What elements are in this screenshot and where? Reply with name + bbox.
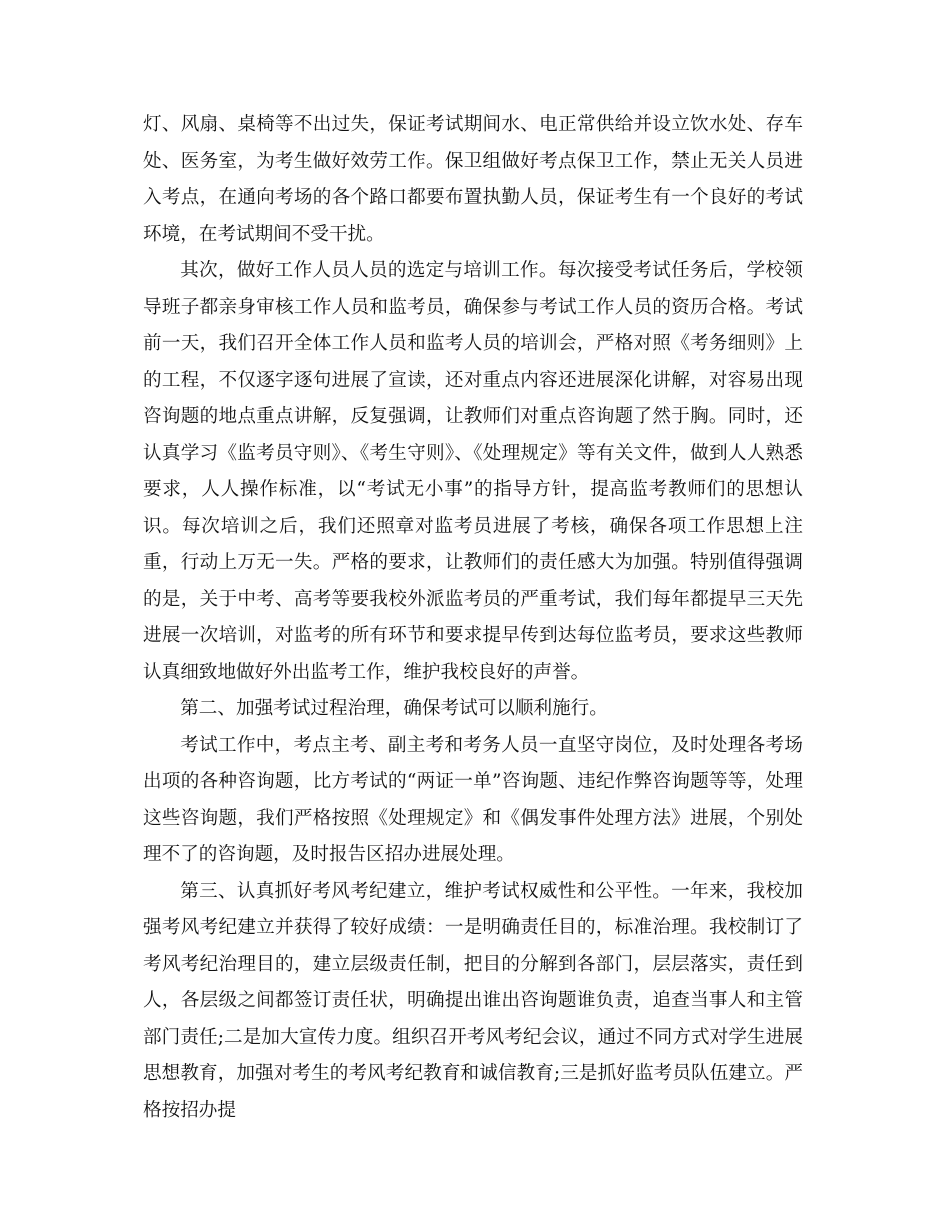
paragraph-exam-process: 考试工作中，考点主考、副主考和考务人员一直坚守岗位，及时处理各考场出项的各种咨询题，比方考试的“两证一单”咨询题、违纪作弊咨询题等等，处理这些咨询题，我们严格按照《处理规定》和《偶发事件处理方法》进展，个别处理不了的咨询题，及时报告区招办进展处理。 xyxy=(143,734,803,865)
paragraph-continuation: 灯、风扇、桌椅等不出过失，保证考试期间水、电正常供给并设立饮水处、存车处、医务室，为考生做好效劳工作。保卫组做好考点保卫工作，禁止无关人员进入考点，在通向考场的各个路口都要布置执勤人员，保证考生有一个良好的考试环境，在考试期间不受干扰。 xyxy=(143,114,803,245)
document-body xyxy=(143,107,803,1129)
paragraph-staff-training: 其次，做好工作人员人员的选定与培训工作。每次接受考试任务后，学校领导班子都亲身审核工作人员和监考员，确保参与考试工作人员的资历合格。考试前一天，我们召开全体工作人员和监考人员的培训会，严格对照《考务细则》上的工程，不仅逐字逐句进展了宣读，还对重点内容还进展深化讲解，对容易出现咨询题的地点重点讲解，反复强调，让教师们对重点咨询题了然于胸。同时，还认真学习《监考员守则》、《考生守则》、《处理规定》等有关文件，做到人人熟悉要求，人人操作标准，以“考试无小事”的指导方针，提高监考教师们的思想认识。每次培训之后，我们还照章对监考员进展了考核，确保各项工作思想上注重，行动上万无一失。严格的要求，让教师们的责任感大为加强。特别值得强调的是，关于中考、高考等要我校外派监考员的严重考试，我们每年都提早三天先进展一次培训，对监考的所有环节和要求提早传到达每位监考员，要求这些教师认真细致地做好外出监考工作，维护我校良好的声誉。 xyxy=(143,260,803,683)
section-heading-exam-process: 第二、加强考试过程治理，确保考试可以顺利施行。 xyxy=(180,698,608,719)
paragraph-exam-discipline: 第三、认真抓好考风考纪建立，维护考试权威性和公平性。一年来，我校加强考风考纪建立并获得了较好成绩：一是明确责任目的，标准治理。我校制订了考风考纪治理目的，建立层级责任制，把目的分解到各部门，层层落实，责任到人，各层级之间都签订责任状，明确提出谁出咨询题谁负责，追查当事人和主管部门责任;二是加大宣传力度。组织召开考风考纪会议，通过不同方式对学生进展思想教育，加强对考生的考风考纪教育和诚信教育;三是抓好监考员队伍建立。严格按招办提 xyxy=(143,880,803,1121)
